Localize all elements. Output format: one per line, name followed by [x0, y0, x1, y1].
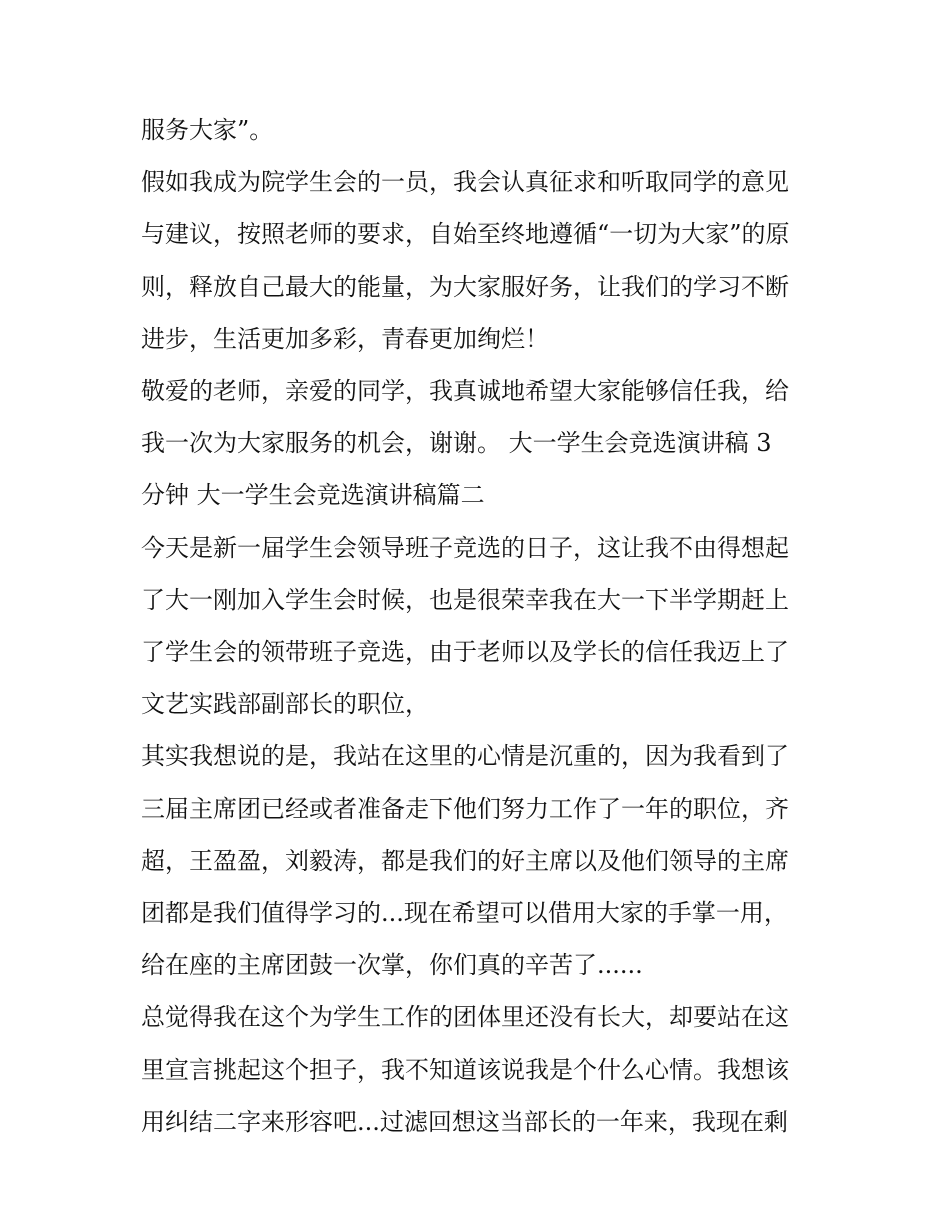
text-line: 我一次为大家服务的机会，谢谢。 大一学生会竞选演讲稿 3 — [141, 429, 772, 458]
text-line: 用纠结二字来形容吧...过滤回想这当部长的一年来，我现在剩 — [141, 1107, 788, 1136]
text-line: 三届主席团已经或者准备走下他们努力工作了一年的职位，齐 — [141, 794, 789, 823]
text-line: 则，释放自己最大的能量，为大家服好务，让我们的学习不断 — [141, 272, 789, 301]
text-line: 总觉得我在这个为学生工作的团体里还没有长大，却要站在这 — [141, 1003, 789, 1032]
text-line: 了学生会的领带班子竞选，由于老师以及学长的信任我迈上了 — [141, 638, 789, 667]
text-line: 服务大家”。 — [141, 116, 274, 144]
text-line: 敬爱的老师，亲爱的同学，我真诚地希望大家能够信任我，给 — [141, 377, 789, 406]
text-line: 里宣言挑起这个担子，我不知道该说我是个什么心情。我想该 — [141, 1055, 789, 1084]
text-line: 了大一刚加入学生会时候，也是很荣幸我在大一下半学期赶上 — [141, 585, 789, 614]
text-line: 其实我想说的是，我站在这里的心情是沉重的，因为我看到了 — [141, 742, 789, 771]
text-line: 与建议，按照老师的要求，自始至终地遵循“一切为大家”的原 — [141, 220, 790, 249]
text-line: 今天是新一届学生会领导班子竞选的日子，这让我不由得想起 — [141, 533, 789, 562]
document-body — [141, 104, 821, 1148]
text-line: 团都是我们值得学习的...现在希望可以借用大家的手掌一用， — [141, 899, 788, 928]
text-line: 分钟 大一学生会竞选演讲稿篇二 — [141, 481, 485, 510]
text-line: 文艺实践部副部长的职位， — [141, 690, 429, 719]
text-line: 超，王盈盈，刘毅涛，都是我们的好主席以及他们领导的主席 — [141, 846, 789, 875]
text-line: 给在座的主席团鼓一次掌，你们真的辛苦了...... — [141, 951, 643, 980]
text-line: 进步，生活更加多彩，青春更加绚烂！ — [141, 324, 549, 353]
text-line: 假如我成为院学生会的一员，我会认真征求和听取同学的意见 — [141, 168, 789, 197]
